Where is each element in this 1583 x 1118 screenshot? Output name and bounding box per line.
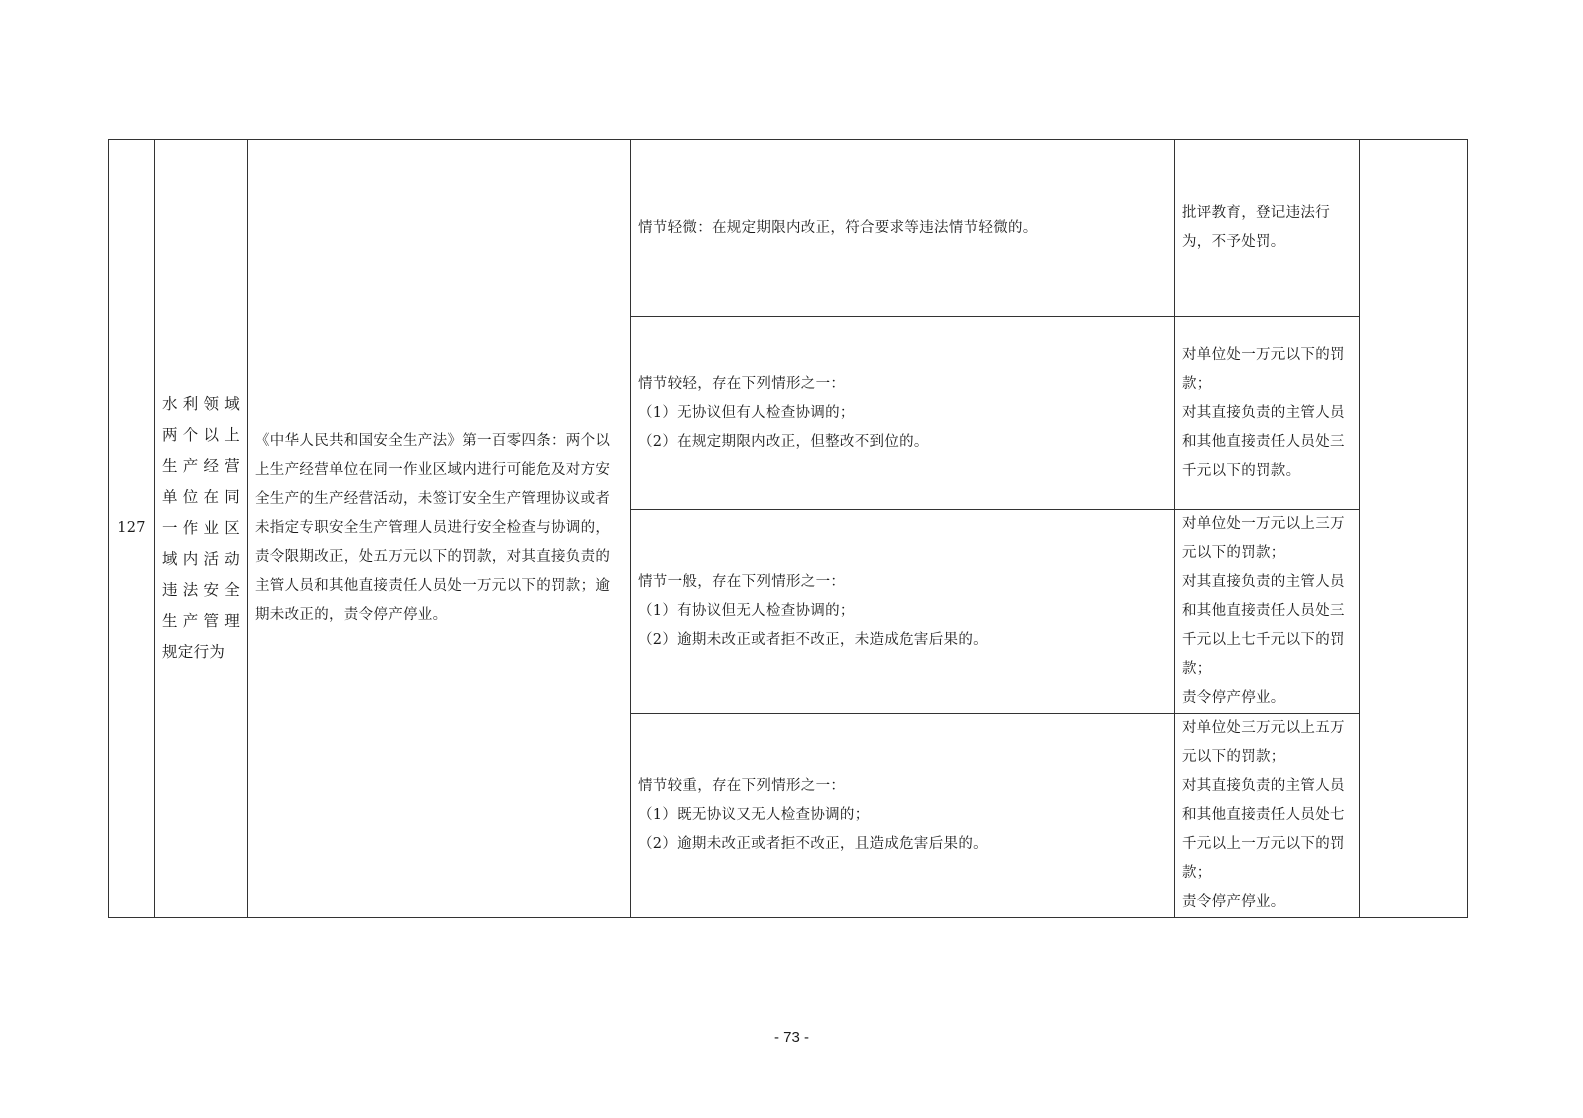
situation-line: （1）有协议但无人检查协调的； — [638, 603, 855, 619]
penalty-light — [1175, 317, 1360, 510]
situation-general — [631, 510, 1175, 714]
penalty-line: 责令停产停业。 — [1182, 690, 1286, 706]
penalty-line: 对其直接负责的主管人员和其他直接责任人员处三千元以下的罚款。 — [1182, 404, 1345, 479]
situation-minor — [631, 140, 1175, 317]
penalty-standard-table — [108, 139, 1468, 918]
situation-line: 情节轻微：在规定期限内改正，符合要求等违法情节轻微的。 — [638, 219, 1038, 236]
situation-line: （2）逾期未改正或者拒不改正，且造成危害后果的。 — [638, 836, 988, 852]
penalty-minor — [1175, 140, 1360, 317]
situation-serious — [631, 714, 1175, 918]
penalty-line: 对其直接负责的主管人员和其他直接责任人员处三千元以上七千元以下的罚款； — [1182, 574, 1345, 677]
situation-line: 情节一般，存在下列情形之一： — [638, 574, 846, 590]
violation-name-line: 单位在同 — [162, 488, 240, 506]
violation-name-line: 生产经营 — [162, 457, 240, 475]
remark-cell — [1360, 140, 1468, 918]
violation-name-line: 生产管理 — [162, 612, 240, 630]
situation-line: （2）在规定期限内改正，但整改不到位的。 — [638, 433, 929, 450]
situation-line: （2）逾期未改正或者拒不改正，未造成危害后果的。 — [638, 632, 988, 648]
violation-name-line: 违法安全 — [162, 581, 240, 599]
penalty-line: 批评教育，登记违法行为，不予处罚。 — [1182, 205, 1330, 250]
penalty-line: 对其直接负责的主管人员和其他直接责任人员处七千元以上一万元以下的罚款； — [1182, 778, 1345, 881]
violation-name-line: 水利领域 — [162, 395, 240, 413]
page-number: - 73 - — [773, 1029, 809, 1046]
table-row — [109, 140, 1468, 317]
violation-name-line: 两个以上 — [162, 426, 240, 444]
penalty-line: 责令停产停业。 — [1182, 894, 1286, 910]
situation-light — [631, 317, 1175, 510]
penalty-serious — [1175, 714, 1360, 918]
situation-line: 情节较轻，存在下列情形之一： — [638, 375, 846, 392]
violation-name-line: 规定行为 — [162, 643, 226, 661]
situation-line: （1）无协议但有人检查协调的； — [638, 404, 855, 421]
penalty-line: 对单位处三万元以上五万元以下的罚款； — [1182, 720, 1345, 765]
violation-name — [155, 140, 248, 918]
penalty-line: 对单位处一万元以下的罚款； — [1182, 346, 1345, 392]
legal-basis: 《中华人民共和国安全生产法》第一百零四条：两个以上生产经营单位在同一作业区域内进行可能危及对方安全生产的生产经营活动，未签订安全生产管理协议或者未指定专职安全生产管理人员进行安全检查与协调的，责令限期改正，处五万元以下的罚款，对其直接负责的主管人员和其他直接责任人员处一万元以下的罚款；逾期未改正的，责令停产停业。 — [248, 140, 631, 918]
situation-line: （1）既无协议又无人检查协调的； — [638, 807, 870, 823]
item-number: 127 — [109, 140, 155, 918]
violation-name-line: 一作业区 — [162, 519, 240, 537]
situation-line: 情节较重，存在下列情形之一： — [638, 778, 846, 794]
violation-name-line: 域内活动 — [162, 550, 240, 568]
penalty-general — [1175, 510, 1360, 714]
penalty-line: 对单位处一万元以上三万元以下的罚款； — [1182, 516, 1345, 561]
